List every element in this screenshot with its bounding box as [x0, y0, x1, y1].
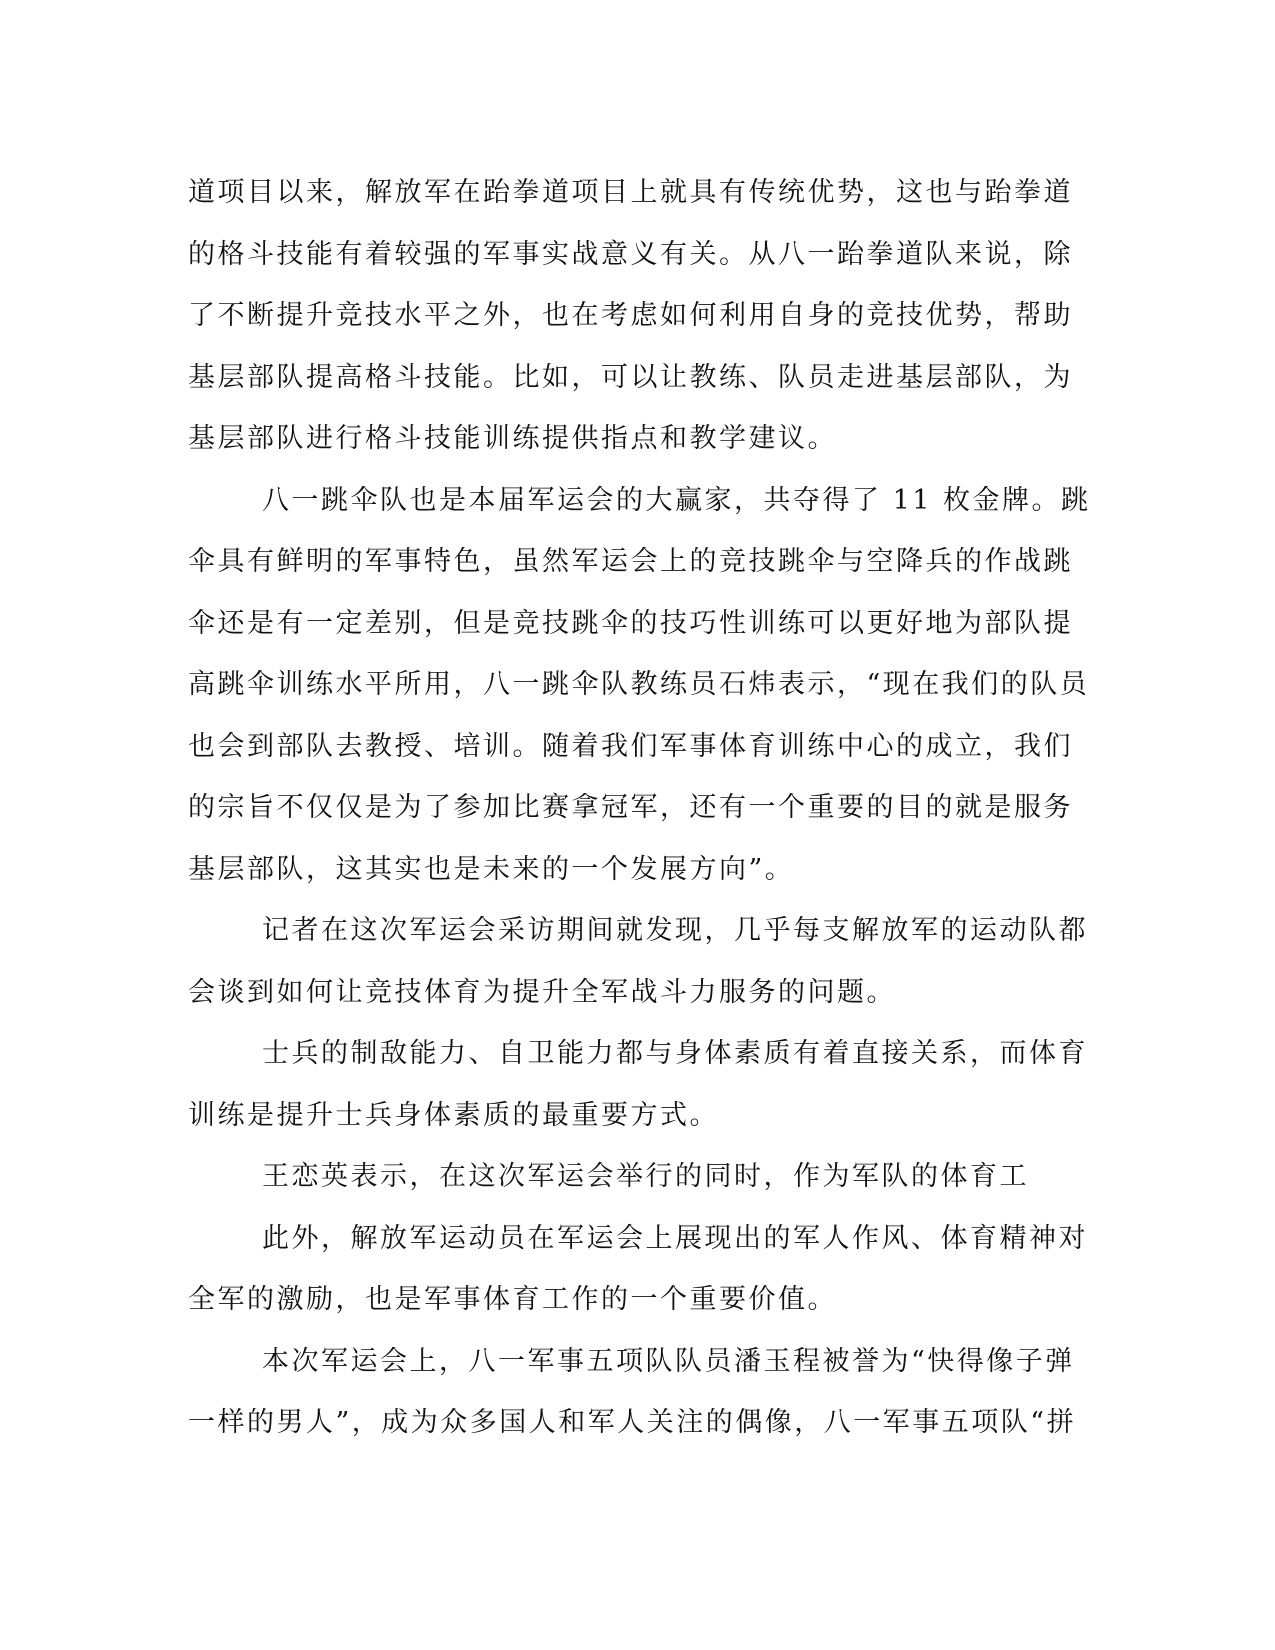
text-line: 会谈到如何让竞技体育为提升全军战斗力服务的问题。 — [188, 976, 896, 1008]
text-line: 士兵的制敌能力、自卫能力都与身体素质有着直接关系，而体育 — [262, 1038, 1088, 1069]
text-line: 伞具有鲜明的军事特色，虽然军运会上的竞技跳伞与空降兵的作战跳 — [188, 546, 1073, 577]
text-line: 训练是提升士兵身体素质的最重要方式。 — [188, 1099, 719, 1131]
paragraph-5 — [188, 1146, 1088, 1208]
text-line: 的宗旨不仅仅是为了参加比赛拿冠军，还有一个重要的目的就是服务 — [188, 792, 1073, 823]
text-line: 的格斗技能有着较强的军事实战意义有关。从八一跆拳道队来说，除 — [188, 238, 1073, 270]
text-line: 全军的激励，也是军事体育工作的一个重要价值。 — [188, 1284, 837, 1315]
paragraph-4 — [188, 1023, 1088, 1146]
text-line: 也会到部队去教授、培训。随着我们军事体育训练中心的成立，我们 — [188, 730, 1073, 762]
text-line: 王恋英表示，在这次军运会举行的同时，作为军队的体育工 — [262, 1161, 1029, 1192]
text-line: 了不断提升竞技水平之外，也在考虑如何利用自身的竞技优势，帮助 — [188, 300, 1073, 331]
text-line: 高跳伞训练水平所用，八一跳伞队教练员石炜表示，“现在我们的队员 — [188, 669, 1090, 700]
paragraph-3 — [188, 900, 1088, 1023]
text-line: 本次军运会上，八一军事五项队队员潘玉程被誉为“快得像子弹 — [262, 1345, 1075, 1377]
text-line: 伞还是有一定差别，但是竞技跳伞的技巧性训练可以更好地为部队提 — [188, 607, 1073, 639]
text-line: 基层部队，这其实也是未来的一个发展方向”。 — [188, 853, 795, 885]
paragraph-7 — [188, 1331, 1088, 1454]
paragraph-6 — [188, 1208, 1088, 1331]
text-line: 基层部队进行格斗技能训练提供指点和教学建议。 — [188, 423, 837, 454]
article-body — [188, 162, 1091, 1454]
paragraph-1 — [188, 162, 1088, 470]
text-line: 记者在这次军运会采访期间就发现，几乎每支解放军的运动队都 — [262, 915, 1088, 946]
text-line: 基层部队提高格斗技能。比如，可以让教练、队员走进基层部队，为 — [188, 361, 1073, 393]
text-line: 八一跳伞队也是本届军运会的大赢家，共夺得了 11 枚金牌。跳 — [262, 484, 1091, 516]
text-line: 此外，解放军运动员在军运会上展现出的军人作风、体育精神对 — [262, 1222, 1088, 1254]
text-line: 一样的男人”，成为众多国人和军人关注的偶像，八一军事五项队“拼 — [188, 1407, 1077, 1438]
text-line: 道项目以来，解放军在跆拳道项目上就具有传统优势，这也与跆拳道 — [188, 177, 1073, 208]
paragraph-2 — [188, 470, 1091, 901]
